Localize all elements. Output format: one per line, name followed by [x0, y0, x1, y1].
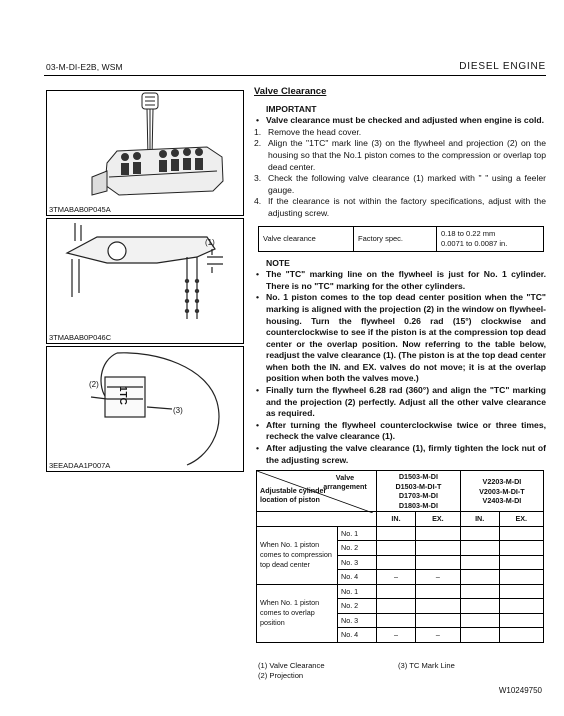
legend-item: (3) TC Mark Line — [398, 661, 455, 670]
value-cell: – — [415, 628, 460, 643]
value-cell — [499, 526, 544, 541]
cylinder-cell: No. 2 — [338, 541, 377, 556]
value-cell — [460, 555, 499, 570]
cylinder-cell: No. 4 — [338, 570, 377, 585]
valve-arrangement-table — [256, 470, 544, 643]
value-cell — [499, 599, 544, 614]
cylinder-cell: No. 3 — [338, 555, 377, 570]
value-cell: – — [415, 570, 460, 585]
spec-value: 0.18 to 0.22 mm 0.0071 to 0.0087 in. — [437, 226, 544, 251]
in-header: IN. — [460, 512, 499, 527]
block-label-compression: When No. 1 piston comes to compression top dead center — [257, 526, 338, 584]
value-cell — [460, 570, 499, 585]
cylinder-cell: No. 3 — [338, 613, 377, 628]
value-cell — [415, 599, 460, 614]
cylinder-cell: No. 1 — [338, 584, 377, 599]
figure-caption: 3TMABAB0P046C — [49, 333, 112, 342]
callout-1: (1) — [205, 238, 215, 247]
ex-header: EX. — [499, 512, 544, 527]
value-cell — [415, 613, 460, 628]
header-rule — [44, 75, 546, 76]
figure-caption: 3EEADAA1P007A — [49, 461, 111, 470]
value-cell — [377, 599, 416, 614]
value-cell — [460, 526, 499, 541]
value-cell — [499, 628, 544, 643]
table-row — [257, 526, 544, 541]
step-item: 2. Align the "1TC" mark line (3) on the flywheel and projection (2) on the housing so that the No.1 piston comes to the compression or overlap top dead center. — [254, 138, 546, 172]
value-cell — [460, 628, 499, 643]
step-item: 3. Check the following valve clearance (1) marked with " " using a feeler gauge. — [254, 173, 546, 195]
model-group-1: D1503-M-DI D1503-M-DI-T D1703-M-DI D1803-M-DI — [377, 471, 461, 512]
note-item: • After adjusting the valve clearance (1), firmly tighten the lock nut of the adjusting screw. — [254, 443, 546, 466]
value-cell — [377, 584, 416, 599]
value-cell — [415, 526, 460, 541]
corner-top-label: Valve arrangement — [323, 473, 367, 492]
step-item: 4. If the clearance is not within the factory specifications, adjust with the adjusting screw. — [254, 196, 546, 218]
corner-bottom-label: Adjustable cylinder location of piston — [260, 486, 327, 505]
note-item: • After turning the flywheel counterclockwise twice or three times, recheck the valve clearance (1). — [254, 420, 546, 443]
document-code: 03-M-DI-E2B, WSM — [46, 62, 123, 72]
value-cell — [460, 599, 499, 614]
value-cell — [415, 541, 460, 556]
figure-caption: 3TMABAB0P045A — [49, 205, 111, 214]
figure-feeler-gauge — [46, 90, 244, 216]
figure-rocker-arm — [46, 218, 244, 344]
cylinder-cell: No. 1 — [338, 526, 377, 541]
cylinder-cell: No. 4 — [338, 628, 377, 643]
table-corner-cell — [257, 471, 377, 512]
flywheel-mark-illustration — [47, 347, 243, 471]
spec-table — [258, 226, 544, 252]
value-cell — [377, 526, 416, 541]
important-item: • Valve clearance must be checked and adjusted when engine is cold. — [254, 115, 546, 127]
spec-kind: Factory spec. — [354, 226, 437, 251]
value-cell — [499, 555, 544, 570]
value-cell — [460, 541, 499, 556]
ex-header: EX. — [415, 512, 460, 527]
value-cell: – — [377, 628, 416, 643]
value-cell: – — [377, 570, 416, 585]
footer-code: W10249750 — [498, 686, 542, 695]
content-column — [254, 86, 546, 643]
step-item: 1. Remove the head cover. — [254, 126, 362, 137]
spec-label: Valve clearance — [259, 226, 354, 251]
value-cell — [499, 613, 544, 628]
tc-mark-label: 1TC — [117, 386, 128, 405]
legend-item: (1) Valve Clearance — [258, 661, 325, 670]
blank-cell — [257, 512, 377, 527]
value-cell — [499, 570, 544, 585]
value-cell — [415, 584, 460, 599]
note-heading: NOTE — [266, 257, 290, 268]
value-cell — [499, 584, 544, 599]
value-cell — [415, 555, 460, 570]
value-cell — [460, 613, 499, 628]
cylinder-cell: No. 2 — [338, 599, 377, 614]
document-title: DIESEL ENGINE — [459, 61, 546, 72]
table-row — [257, 584, 544, 599]
note-item: • Finally turn the flywheel 6.28 rad (360°) and align the "TC" marking and the projection (2) perfectly. Adjust all the other valve clearance as required. — [254, 385, 546, 420]
callout-3: (3) — [173, 406, 183, 415]
legend-item: (2) Projection — [258, 671, 304, 680]
value-cell — [460, 584, 499, 599]
section-title: Valve Clearance — [254, 86, 327, 97]
legend-left — [258, 661, 325, 681]
model-group-2: V2203-M-DI V2003-M-DI-T V2403-M-DI — [460, 471, 543, 512]
value-cell — [377, 541, 416, 556]
value-cell — [377, 613, 416, 628]
in-header: IN. — [377, 512, 416, 527]
important-heading: IMPORTANT — [266, 103, 317, 114]
feeler-gauge-illustration — [47, 91, 243, 215]
value-cell — [377, 555, 416, 570]
value-cell — [499, 541, 544, 556]
block-label-overlap: When No. 1 piston comes to overlap position — [257, 584, 338, 642]
note-item: • The "TC" marking line on the flywheel is just for No. 1 cylinder. There is no "TC" marking for the other cylinders. — [254, 269, 546, 292]
rocker-arm-illustration — [47, 219, 243, 343]
figure-flywheel-mark — [46, 346, 244, 472]
legend-right — [398, 661, 455, 671]
note-item: • No. 1 piston comes to the top dead center position when the "TC" marking is aligned with the projection (2) in the window on flywheel-housing. Turn the flywheel 0.26 rad (15°) clockwise and counterclockwise to see if the piston is at the compression top dead center or the overlap position. Now referring to the table below, readjust the valve clearance (1). (The piston is at the top dead center when both the IN. and EX. valves do not move; it is at the overlap position when both the valves move.) — [254, 292, 546, 385]
callout-2: (2) — [89, 380, 99, 389]
